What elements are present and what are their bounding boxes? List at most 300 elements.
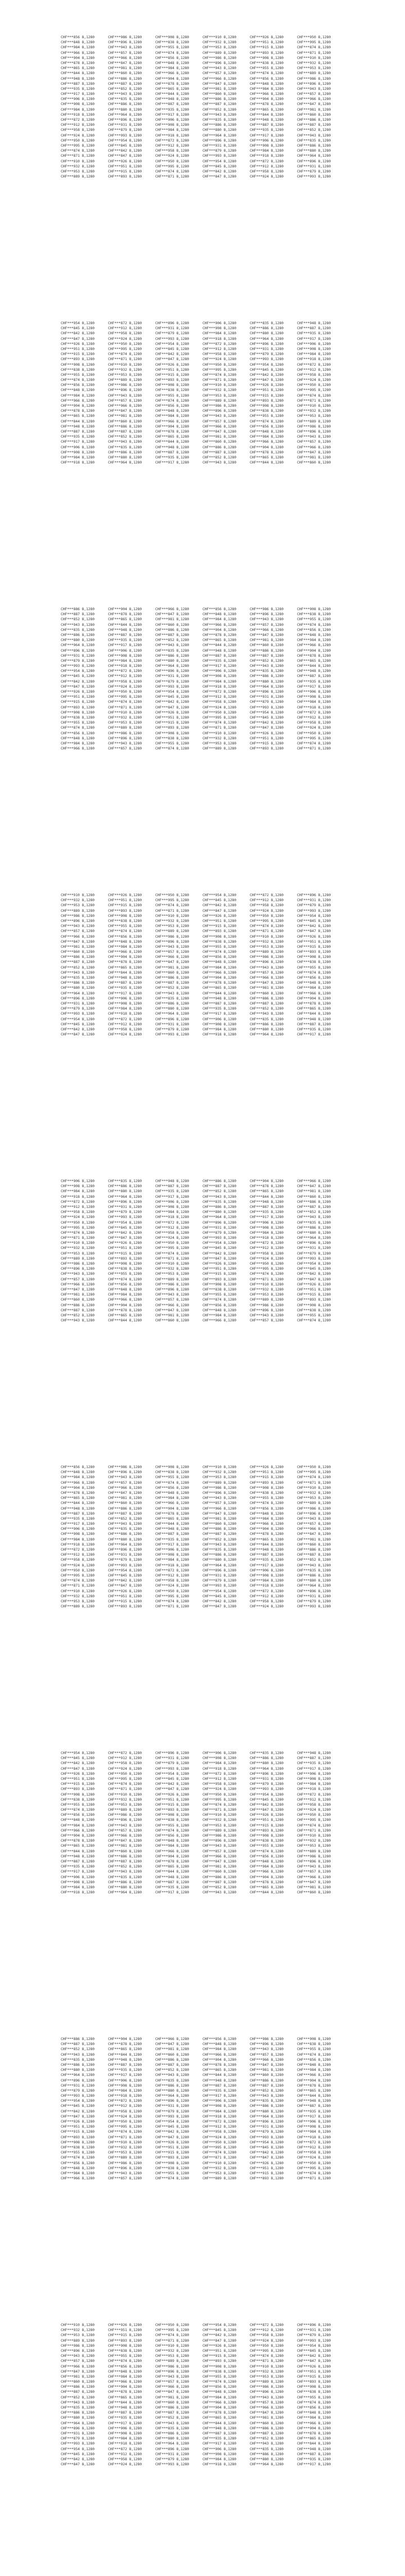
entry-line: CHF***912 8,1280 — [61, 122, 94, 128]
entry-line: CHF***966 8,1280 — [202, 1506, 236, 1511]
entry-line: CHF***943 8,1280 — [61, 622, 94, 627]
entry-line: CHF***845 8,1280 — [297, 2348, 331, 2353]
entry-line: CHF***852 8,1280 — [61, 617, 94, 622]
entry-line: CHF***893 8,1280 — [250, 398, 284, 403]
entry-line: CHF***906 8,1280 — [61, 444, 94, 449]
entry-line: CHF***984 8,1280 — [297, 985, 331, 991]
entry-line: CHF***924 8,1280 — [297, 2155, 331, 2160]
entry-line: CHF***847 8,1280 — [155, 612, 189, 617]
entry-line: CHF***847 8,1280 — [155, 1307, 189, 1312]
entry-line: CHF***857 8,1280 — [108, 1828, 142, 1833]
entry-line: CHF***865 8,1280 — [108, 2047, 142, 2052]
entry-line: CHF***847 8,1280 — [297, 1276, 331, 1282]
entry-line: CHF***871 8,1280 — [108, 357, 142, 362]
entry-line: CHF***856 8,1280 — [61, 35, 94, 39]
entry-line: CHF***932 8,1280 — [61, 1246, 94, 1251]
entry-line: CHF***847 8,1280 — [61, 2114, 94, 2119]
entry-line: CHF***995 8,1280 — [155, 1593, 189, 1598]
entry-line: CHF***896 8,1280 — [202, 1838, 236, 1843]
entry-line: CHF***943 8,1280 — [202, 1496, 236, 1501]
entry-line: CHF***871 8,1280 — [202, 1807, 236, 1812]
entry-line: CHF***908 8,1280 — [155, 1552, 189, 1557]
entry-line: CHF***951 8,1280 — [61, 1776, 94, 1781]
entry-line: CHF***904 8,1280 — [250, 97, 284, 102]
entry-line: CHF***954 8,1280 — [61, 2446, 94, 2451]
entry-line: CHF***931 8,1280 — [61, 2083, 94, 2088]
entry-grid — [61, 607, 344, 751]
entry-line: CHF***847 8,1280 — [155, 960, 189, 965]
entry-line: CHF***943 8,1280 — [297, 1516, 331, 1521]
entry-line: CHF***935 8,1280 — [61, 86, 94, 91]
entry-line: CHF***917 8,1280 — [108, 2420, 142, 2425]
entry-line: CHF***887 8,1280 — [297, 122, 331, 128]
entry-line: CHF***958 8,1280 — [297, 372, 331, 377]
entry-line: CHF***908 8,1280 — [61, 2139, 94, 2145]
entry-line: CHF***838 8,1280 — [250, 408, 284, 414]
entry-line: CHF***964 8,1280 — [61, 643, 94, 648]
entry-line: CHF***918 8,1280 — [108, 2093, 142, 2098]
entry-line: CHF***886 8,1280 — [250, 1021, 284, 1026]
entry-line: CHF***847 8,1280 — [297, 449, 331, 455]
entry-line: CHF***857 8,1280 — [297, 1869, 331, 1874]
entry-line: CHF***874 8,1280 — [297, 2170, 331, 2175]
entry-line: CHF***879 8,1280 — [250, 352, 284, 357]
entry-line: CHF***896 8,1280 — [108, 735, 142, 740]
entry-line: CHF***838 8,1280 — [202, 1287, 236, 1292]
entry-line: CHF***931 8,1280 — [250, 1776, 284, 1781]
entry-line: CHF***906 8,1280 — [108, 2078, 142, 2083]
entry-line: CHF***872 8,1280 — [202, 1771, 236, 1776]
entry-line: CHF***951 8,1280 — [250, 735, 284, 740]
entry-line: CHF***910 8,1280 — [202, 730, 236, 735]
entry-line: CHF***886 8,1280 — [250, 326, 284, 331]
entry-line: CHF***950 8,1280 — [250, 1261, 284, 1266]
entry-line: CHF***984 8,1280 — [297, 2068, 331, 2073]
entry-line: CHF***847 8,1280 — [108, 408, 142, 414]
entry-line: CHF***966 8,1280 — [155, 1302, 189, 1307]
entry-line: CHF***871 8,1280 — [155, 2338, 189, 2343]
entry-line: CHF***924 8,1280 — [108, 2114, 142, 2119]
entry-line: CHF***966 8,1280 — [108, 949, 142, 955]
entry-line: CHF***948 8,1280 — [297, 669, 331, 674]
entry-line: CHF***950 8,1280 — [155, 158, 189, 163]
entry-line: CHF***847 8,1280 — [202, 174, 236, 179]
entry-line: CHF***915 8,1280 — [250, 2170, 284, 2175]
entry-line: CHF***912 8,1280 — [250, 163, 284, 169]
entry-line: CHF***951 8,1280 — [108, 1246, 142, 1251]
entry-line: CHF***955 8,1280 — [250, 414, 284, 419]
entry-line: CHF***953 8,1280 — [155, 924, 189, 929]
entry-line: CHF***874 8,1280 — [61, 1807, 94, 1812]
entry-line: CHF***906 8,1280 — [202, 321, 236, 325]
entry-line: CHF***844 8,1280 — [202, 991, 236, 996]
entry-line: CHF***878 8,1280 — [108, 1307, 142, 1312]
entry-line: CHF***912 8,1280 — [202, 694, 236, 699]
entry-line: CHF***948 8,1280 — [202, 996, 236, 1001]
entry-line: CHF***908 8,1280 — [250, 403, 284, 408]
entry-line: CHF***887 8,1280 — [202, 102, 236, 107]
entry-line: CHF***844 8,1280 — [297, 1011, 331, 1016]
entry-line: CHF***908 8,1280 — [61, 1792, 94, 1797]
entry-line: CHF***896 8,1280 — [61, 1266, 94, 1271]
entry-line: CHF***878 8,1280 — [155, 1511, 189, 1516]
entry-line: CHF***995 8,1280 — [202, 715, 236, 720]
entry-line: CHF***896 8,1280 — [250, 2042, 284, 2047]
entry-line: CHF***966 8,1280 — [155, 71, 189, 76]
entry-line: CHF***950 8,1280 — [108, 689, 142, 694]
entry-line: CHF***908 8,1280 — [250, 143, 284, 148]
entry-line: CHF***857 8,1280 — [250, 970, 284, 975]
entry-line: CHF***838 8,1280 — [202, 2369, 236, 2374]
entry-line: CHF***951 8,1280 — [108, 163, 142, 169]
entry-line: CHF***880 8,1280 — [155, 658, 189, 663]
entry-column — [155, 1179, 202, 1323]
entry-line: CHF***954 8,1280 — [250, 710, 284, 715]
entry-line: CHF***879 8,1280 — [297, 1251, 331, 1256]
entry-line: CHF***984 8,1280 — [250, 1516, 284, 1521]
entry-line: CHF***838 8,1280 — [108, 2348, 142, 2353]
entry-line: CHF***917 8,1280 — [250, 1215, 284, 1220]
document-page — [0, 1144, 405, 1430]
entry-line: CHF***847 8,1280 — [155, 2042, 189, 2047]
entry-line: CHF***931 8,1280 — [297, 1246, 331, 1251]
entry-line: CHF***935 8,1280 — [297, 1761, 331, 1766]
entry-line: CHF***984 8,1280 — [61, 740, 94, 746]
entry-line: CHF***886 8,1280 — [108, 1532, 142, 1537]
entry-line: CHF***918 8,1280 — [202, 684, 236, 689]
entry-line: CHF***874 8,1280 — [202, 372, 236, 377]
entry-line: CHF***904 8,1280 — [155, 1853, 189, 1859]
entry-line: CHF***932 8,1280 — [250, 939, 284, 944]
entry-line: CHF***835 8,1280 — [61, 975, 94, 980]
entry-line: CHF***878 8,1280 — [155, 81, 189, 86]
entry-line: CHF***887 8,1280 — [202, 653, 236, 658]
entry-line: CHF***865 8,1280 — [61, 1843, 94, 1848]
entry-line: CHF***878 8,1280 — [250, 1184, 284, 1189]
entry-line: CHF***872 8,1280 — [297, 710, 331, 715]
entry-line: CHF***845 8,1280 — [250, 367, 284, 372]
entry-line: CHF***874 8,1280 — [202, 2379, 236, 2384]
entry-line: CHF***948 8,1280 — [250, 1199, 284, 1204]
entry-line: CHF***871 8,1280 — [297, 1828, 331, 1833]
entry-line: CHF***852 8,1280 — [202, 107, 236, 112]
entry-line: CHF***889 8,1280 — [202, 398, 236, 403]
entry-line: CHF***908 8,1280 — [108, 1001, 142, 1006]
entry-line: CHF***917 8,1280 — [250, 1562, 284, 1568]
entry-line: CHF***835 8,1280 — [250, 1751, 284, 1755]
entry-line: CHF***889 8,1280 — [202, 1480, 236, 1485]
entry-line: CHF***887 8,1280 — [108, 1859, 142, 1864]
entry-line: CHF***986 8,1280 — [108, 35, 142, 39]
entry-line: CHF***878 8,1280 — [108, 612, 142, 617]
entry-line: CHF***966 8,1280 — [297, 643, 331, 648]
entry-column — [202, 1751, 250, 1895]
entry-line: CHF***943 8,1280 — [108, 2170, 142, 2175]
document-page — [0, 2002, 405, 2288]
entry-line: CHF***918 8,1280 — [61, 112, 94, 117]
entry-line: CHF***995 8,1280 — [108, 346, 142, 351]
entry-line: CHF***893 8,1280 — [297, 1297, 331, 1302]
entry-line: CHF***950 8,1280 — [202, 1792, 236, 1797]
entry-line: CHF***908 8,1280 — [297, 694, 331, 699]
entry-line: CHF***878 8,1280 — [108, 2389, 142, 2395]
entry-line: CHF***860 8,1280 — [297, 112, 331, 117]
entry-line: CHF***986 8,1280 — [297, 1853, 331, 1859]
entry-line: CHF***835 8,1280 — [297, 1568, 331, 1573]
entry-line: CHF***865 8,1280 — [61, 1496, 94, 1501]
entry-line: CHF***995 8,1280 — [297, 388, 331, 393]
entry-line: CHF***889 8,1280 — [202, 746, 236, 751]
entry-line: CHF***847 8,1280 — [250, 2410, 284, 2415]
entry-line: CHF***886 8,1280 — [61, 2410, 94, 2415]
document-page — [0, 1716, 405, 2002]
entry-line: CHF***955 8,1280 — [250, 66, 284, 71]
entry-line: CHF***993 8,1280 — [155, 1032, 189, 1037]
entry-line: CHF***842 8,1280 — [155, 699, 189, 705]
entry-line: CHF***984 8,1280 — [108, 1292, 142, 1297]
entry-line: CHF***887 8,1280 — [297, 1756, 331, 1761]
entry-line: CHF***896 8,1280 — [202, 1568, 236, 1573]
entry-line: CHF***896 8,1280 — [155, 1751, 189, 1755]
entry-line: CHF***943 8,1280 — [297, 1215, 331, 1220]
entry-line: CHF***896 8,1280 — [108, 1547, 142, 1552]
entry-line: CHF***966 8,1280 — [297, 444, 331, 449]
entry-line: CHF***908 8,1280 — [155, 1465, 189, 1469]
entry-line: CHF***953 8,1280 — [155, 2354, 189, 2359]
entry-line: CHF***887 8,1280 — [108, 2062, 142, 2067]
entry-line: CHF***981 8,1280 — [202, 434, 236, 439]
entry-line: CHF***838 8,1280 — [250, 60, 284, 65]
entry-line: CHF***886 8,1280 — [250, 2451, 284, 2456]
entry-line: CHF***958 8,1280 — [202, 1782, 236, 1787]
entry-line: CHF***948 8,1280 — [202, 648, 236, 653]
entry-column — [61, 2323, 108, 2467]
entry-line: CHF***951 8,1280 — [250, 1470, 284, 1475]
entry-line: CHF***874 8,1280 — [61, 1578, 94, 1583]
entry-line: CHF***893 8,1280 — [155, 2155, 189, 2160]
entry-line: CHF***838 8,1280 — [297, 2389, 331, 2395]
entry-line: CHF***893 8,1280 — [155, 1807, 189, 1812]
entry-line: CHF***878 8,1280 — [202, 632, 236, 637]
entry-line: CHF***844 8,1280 — [61, 1501, 94, 1506]
entry-line: CHF***926 8,1280 — [61, 689, 94, 694]
entry-line: CHF***958 8,1280 — [202, 2129, 236, 2134]
entry-line: CHF***993 8,1280 — [155, 1766, 189, 1771]
entry-line: CHF***874 8,1280 — [61, 725, 94, 730]
entry-line: CHF***842 8,1280 — [202, 903, 236, 908]
entry-line: CHF***966 8,1280 — [250, 1521, 284, 1526]
entry-line: CHF***981 8,1280 — [250, 985, 284, 991]
entry-line: CHF***906 8,1280 — [202, 2098, 236, 2103]
entry-line: CHF***844 8,1280 — [61, 71, 94, 76]
entry-line: CHF***838 8,1280 — [250, 1838, 284, 1843]
entry-line: CHF***910 8,1280 — [61, 158, 94, 163]
entry-line: CHF***887 8,1280 — [155, 980, 189, 985]
entry-line: CHF***910 8,1280 — [202, 35, 236, 39]
entry-line: CHF***871 8,1280 — [297, 2176, 331, 2181]
entry-line: CHF***908 8,1280 — [250, 1573, 284, 1578]
entry-line: CHF***932 8,1280 — [108, 2145, 142, 2150]
entry-line: CHF***958 8,1280 — [202, 699, 236, 705]
entry-line: CHF***847 8,1280 — [61, 1287, 94, 1292]
entry-line: CHF***904 8,1280 — [250, 1179, 284, 1183]
entry-line: CHF***917 8,1280 — [155, 460, 189, 465]
entry-line: CHF***917 8,1280 — [61, 439, 94, 444]
entry-line: CHF***848 8,1280 — [61, 40, 94, 45]
entry-line: CHF***955 8,1280 — [108, 1271, 142, 1276]
entry-line: CHF***886 8,1280 — [155, 2405, 189, 2410]
entry-line: CHF***904 8,1280 — [108, 1302, 142, 1307]
entry-line: CHF***915 8,1280 — [297, 2374, 331, 2379]
entry-line: CHF***886 8,1280 — [108, 1184, 142, 1189]
entry-line: CHF***838 8,1280 — [297, 2042, 331, 2047]
entry-line: CHF***908 8,1280 — [202, 1021, 236, 1026]
entry-line: CHF***917 8,1280 — [297, 2462, 331, 2467]
entry-line: CHF***986 8,1280 — [250, 955, 284, 960]
entry-line: CHF***848 8,1280 — [250, 1511, 284, 1516]
entry-line: CHF***886 8,1280 — [250, 2425, 284, 2430]
entry-line: CHF***984 8,1280 — [297, 2129, 331, 2134]
entry-line: CHF***984 8,1280 — [61, 1537, 94, 1542]
entry-line: CHF***953 8,1280 — [108, 2150, 142, 2155]
entry-line: CHF***835 8,1280 — [202, 117, 236, 122]
entry-line: CHF***886 8,1280 — [108, 1506, 142, 1511]
entry-line: CHF***932 8,1280 — [61, 2328, 94, 2333]
entry-line: CHF***842 8,1280 — [61, 1761, 94, 1766]
entry-line: CHF***986 8,1280 — [250, 2037, 284, 2041]
entry-line: CHF***844 8,1280 — [250, 1194, 284, 1199]
entry-line: CHF***844 8,1280 — [155, 439, 189, 444]
entry-line: CHF***918 8,1280 — [108, 1011, 142, 1016]
entry-line: CHF***880 8,1280 — [61, 2068, 94, 2073]
entry-line: CHF***908 8,1280 — [61, 710, 94, 715]
entry-line: CHF***889 8,1280 — [108, 378, 142, 383]
entry-line: CHF***910 8,1280 — [250, 1282, 284, 1287]
entry-line: CHF***926 8,1280 — [250, 2160, 284, 2165]
entry-line: CHF***879 8,1280 — [61, 658, 94, 663]
entry-line: CHF***908 8,1280 — [61, 102, 94, 107]
entry-line: CHF***984 8,1280 — [155, 1557, 189, 1562]
entry-line: CHF***954 8,1280 — [202, 158, 236, 163]
entry-line: CHF***865 8,1280 — [297, 1006, 331, 1011]
entry-line: CHF***966 8,1280 — [250, 1869, 284, 1874]
entry-line: CHF***872 8,1280 — [108, 669, 142, 674]
entry-line: CHF***906 8,1280 — [155, 117, 189, 122]
entry-line: CHF***943 8,1280 — [202, 1194, 236, 1199]
entry-line: CHF***908 8,1280 — [61, 1879, 94, 1884]
entry-line: CHF***984 8,1280 — [155, 414, 189, 419]
entry-line: CHF***887 8,1280 — [108, 429, 142, 434]
entry-line: CHF***910 8,1280 — [202, 2160, 236, 2165]
entry-line: CHF***984 8,1280 — [202, 2395, 236, 2400]
entry-line: CHF***871 8,1280 — [297, 50, 331, 55]
entry-line: CHF***857 8,1280 — [108, 2176, 142, 2181]
entry-line: CHF***943 8,1280 — [202, 414, 236, 419]
entry-line: CHF***951 8,1280 — [202, 918, 236, 923]
entry-line: CHF***924 8,1280 — [108, 684, 142, 689]
entry-line: CHF***896 8,1280 — [297, 158, 331, 163]
entry-line: CHF***984 8,1280 — [297, 2415, 331, 2420]
entry-line: CHF***906 8,1280 — [250, 1568, 284, 1573]
entry-line: CHF***847 8,1280 — [61, 1032, 94, 1037]
entry-line: CHF***871 8,1280 — [202, 725, 236, 730]
entry-line: CHF***904 8,1280 — [250, 444, 284, 449]
entry-line: CHF***845 8,1280 — [202, 2328, 236, 2333]
entry-line: CHF***958 8,1280 — [250, 2333, 284, 2338]
entry-line: CHF***893 8,1280 — [250, 1828, 284, 1833]
entry-line: CHF***889 8,1280 — [250, 1297, 284, 1302]
entry-line: CHF***953 8,1280 — [202, 740, 236, 746]
entry-line: CHF***931 8,1280 — [297, 163, 331, 169]
entry-line: CHF***932 8,1280 — [202, 1818, 236, 1823]
entry-column — [250, 1751, 297, 1895]
entry-line: CHF***918 8,1280 — [297, 357, 331, 362]
entry-line: CHF***860 8,1280 — [297, 460, 331, 465]
entry-line: CHF***984 8,1280 — [108, 2436, 142, 2441]
entry-line: CHF***871 8,1280 — [108, 1787, 142, 1792]
entry-line: CHF***845 8,1280 — [108, 1225, 142, 1230]
entry-line: CHF***865 8,1280 — [155, 434, 189, 439]
entry-column — [297, 607, 344, 751]
entry-line: CHF***847 8,1280 — [202, 908, 236, 913]
entry-line: CHF***948 8,1280 — [108, 627, 142, 632]
entry-line: CHF***995 8,1280 — [297, 735, 331, 740]
entry-line: CHF***915 8,1280 — [108, 1251, 142, 1256]
entry-line: CHF***879 8,1280 — [155, 2109, 189, 2114]
entry-line: CHF***924 8,1280 — [61, 1215, 94, 1220]
entry-line: CHF***995 8,1280 — [155, 898, 189, 903]
entry-line: CHF***908 8,1280 — [297, 2037, 331, 2041]
entry-line: CHF***893 8,1280 — [297, 949, 331, 955]
entry-line: CHF***904 8,1280 — [61, 1485, 94, 1490]
entry-line: CHF***872 8,1280 — [250, 893, 284, 897]
entry-line: CHF***984 8,1280 — [202, 331, 236, 336]
entry-line: CHF***943 8,1280 — [250, 2093, 284, 2098]
entry-line: CHF***964 8,1280 — [108, 1890, 142, 1895]
entry-line: CHF***865 8,1280 — [250, 1884, 284, 1889]
entry-line: CHF***874 8,1280 — [155, 903, 189, 908]
entry-line: CHF***887 8,1280 — [297, 326, 331, 331]
entry-line: CHF***874 8,1280 — [108, 1276, 142, 1282]
entry-line: CHF***935 8,1280 — [202, 2088, 236, 2093]
entry-line: CHF***886 8,1280 — [155, 2430, 189, 2436]
entry-line: CHF***893 8,1280 — [108, 1604, 142, 1609]
entry-line: CHF***871 8,1280 — [155, 174, 189, 179]
entry-line: CHF***857 8,1280 — [297, 92, 331, 97]
entry-line: CHF***915 8,1280 — [155, 1802, 189, 1807]
entry-line: CHF***995 8,1280 — [297, 1470, 331, 1475]
entry-line: CHF***835 8,1280 — [108, 444, 142, 449]
entry-line: CHF***896 8,1280 — [61, 648, 94, 653]
entry-line: CHF***981 8,1280 — [108, 66, 142, 71]
entry-column — [202, 1465, 250, 1609]
entry-line: CHF***943 8,1280 — [155, 991, 189, 996]
entry-line: CHF***950 8,1280 — [202, 2139, 236, 2145]
entry-line: CHF***917 8,1280 — [155, 112, 189, 117]
entry-line: CHF***838 8,1280 — [155, 2165, 189, 2170]
entry-line: CHF***904 8,1280 — [297, 648, 331, 653]
entry-line: CHF***860 8,1280 — [108, 419, 142, 424]
entry-line: CHF***852 8,1280 — [108, 1864, 142, 1869]
entry-line: CHF***950 8,1280 — [155, 2323, 189, 2327]
entry-line: CHF***852 8,1280 — [108, 1516, 142, 1521]
entry-line: CHF***935 8,1280 — [202, 658, 236, 663]
entry-line: CHF***926 8,1280 — [297, 2364, 331, 2369]
entry-line: CHF***852 8,1280 — [297, 1557, 331, 1562]
entry-line: CHF***984 8,1280 — [297, 352, 331, 357]
entry-line: CHF***835 8,1280 — [202, 1199, 236, 1204]
entry-line: CHF***932 8,1280 — [202, 388, 236, 393]
